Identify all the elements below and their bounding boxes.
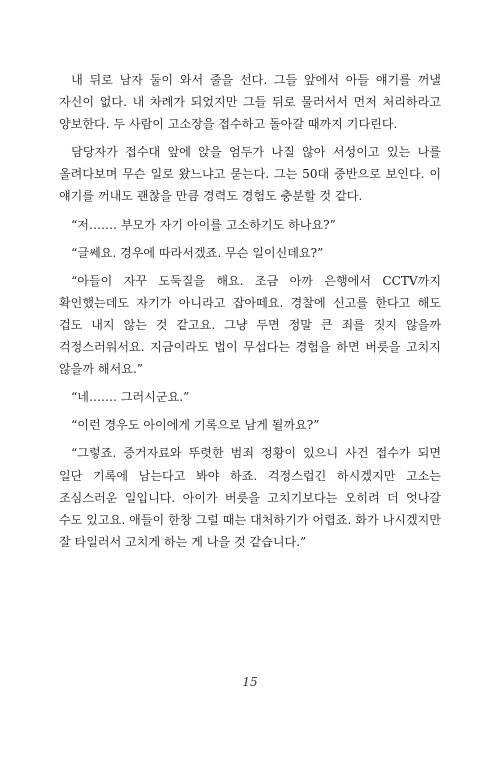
paragraph-4-dialogue: “글쎄요. 경우에 따라서겠죠. 무슨 일이신데요?”: [71, 245, 324, 260]
page-number: 15: [242, 675, 258, 689]
paragraph-1: 내 뒤로 남자 둘이 와서 줄을 선다. 그들 앞에서 아들 얘기를 꺼낼 자신이 없다. 내 차례가 되었지만 그들 뒤로 물러서서 먼저 처리하라고 양보한다. 두 사람이 고소장을 접수하고 돌아갈 때까지 기다린다.: [59, 73, 441, 132]
paragraph-7-dialogue: “이런 경우도 아이에게 기록으로 남게 될까요?”: [71, 418, 320, 433]
paragraph-3-dialogue: “저……. 부모가 자기 아이를 고소하기도 하나요?”: [71, 217, 336, 232]
paragraph-8-dialogue: “그렇죠. 증거자료와 뚜렷한 범죄 정황이 있으니 사건 접수가 되면 일단 기록에 남는다고 봐야 하죠. 걱정스럽긴 하시겠지만 고소는 조심스러운 일입니다. 아이가 버릇을 고치기보다는 오히려 더 엇나갈 수도 있고요. 애들이 한창 그럴 때는 대처하기가 어렵죠. 화가 나시겠지만 잘 타일러서 고치게 하는 게 나을 것 같습니다.”: [59, 446, 441, 549]
paragraph-2: 담당자가 접수대 앞에 앉을 엄두가 나질 않아 서성이고 있는 나를 올려다보며 무슨 일로 왔느냐고 묻는다. 그는 50대 중반으로 보인다. 이 얘기를 꺼내도 괜찮을 만큼 경력도 경험도 충분할 것 같다.: [59, 145, 441, 204]
paragraph-6-dialogue: “네……. 그러시군요.”: [71, 390, 190, 405]
body-text: [59, 69, 441, 559]
paragraph-5-dialogue: “아들이 자꾸 도둑질을 해요. 조금 아까 은행에서 CCTV까지 확인했는데도 자기가 아니라고 잡아떼요. 경찰에 신고를 한다고 해도 겁도 내지 않는 것 같고요. 그냥 두면 정말 큰 죄를 짓지 않을까 걱정스러워서요. 지금이라도 법이 무섭다는 경험을 하면 버릇을 고치지 않을까 해서요.”: [59, 273, 441, 377]
